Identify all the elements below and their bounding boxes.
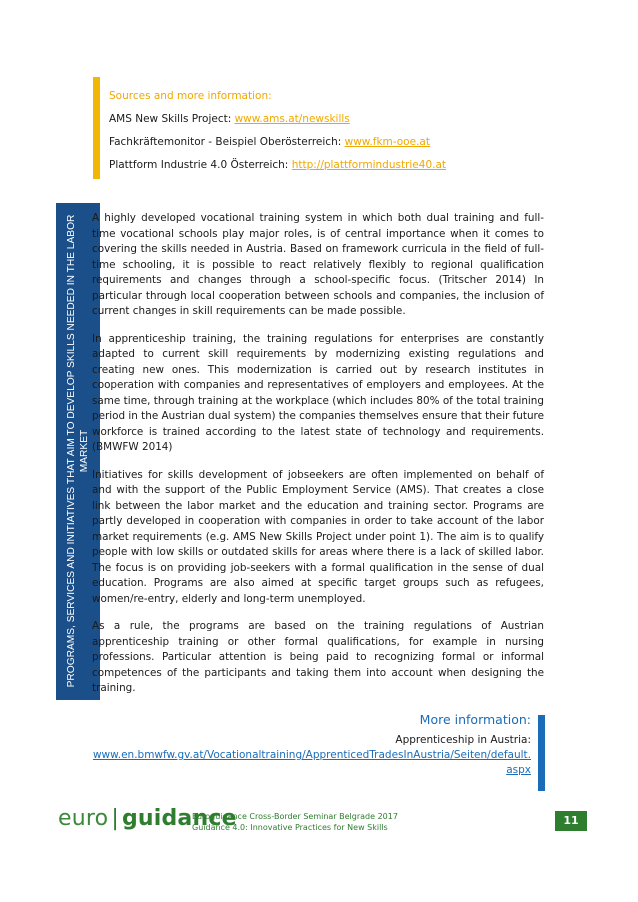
logo-guidance: guidance [121, 806, 237, 831]
section-title: PROGRAMS, SERVICES AND INITIATIVES THAT AIM TO DEVELOP SKILLS NEEDED IN THE LABOR MARKET [66, 214, 90, 688]
more-info-title: More information: [419, 712, 531, 727]
more-info-link[interactable]: www.en.bmwfw.gv.at/Vocationaltraining/ApprenticedTradesInAustria/Seiten/default.aspx [92, 749, 531, 776]
page-number: 11 [555, 811, 587, 831]
paragraph: Initiatives for skills development of jobseekers are often implemented on behalf of and with the support of the Public Employment Service (AMS). That creates a close link between the labor market and the education and training sector. Programs are partly developed in cooperation with companies in order to take account of the labor market requirements (e.g. AMS New Skills Project under point 1). The aim is to qualify people with low skills or outdated skills for areas where there is a lack of skilled labor. The focus is on providing job-seekers with a formal qualification in the sense of dual education. Programs are also aimed at specific target groups such as refugees, women/re-entry, elderly and long-term unemployed. [92, 468, 544, 605]
more-info-box [92, 712, 531, 778]
more-info-label: Apprenticeship in Austria: [395, 734, 531, 746]
paragraph: As a rule, the programs are based on the training regulations of Austrian apprenticeship training or other formal qualifications, for example in nursing professions. Particular attention is being paid to recognizing formal or informal competences of the participants and taking them into account when designing the training. [92, 620, 544, 694]
source-item [109, 159, 446, 171]
footer-line-1: Euroguidance Cross-Border Seminar Belgrade 2017 [192, 812, 398, 821]
paragraph: In apprenticeship training, the training regulations for enterprises are constantly adapted to current skill requirements by modernizing existing regulations and creating new ones. This modernization is carried out by research institutes in cooperation with companies and representatives of employers and employees. At the same time, through training at the workplace (which includes 80% of the total training period in the Austrian dual system) the companies themselves ensure that their future workforce is trained according to the latest state of technology and requirements. (BMWFW 2014) [92, 332, 544, 453]
sources-box [93, 77, 493, 179]
logo-euro: euro [58, 806, 109, 831]
paragraph: A highly developed vocational training system in which both dual training and full-time vocational schools play major roles, is of central importance when it comes to covering the skills needed in Austria. Based on framework curricula in the field of full-time schooling, it is possible to react relatively flexibly to regional qualification requirements and changes through a school-specific focus. (Tritscher 2014) In particular through local cooperation between schools and companies, the inclusion of current changes in skill requirements can be made possible. [92, 212, 544, 317]
source-label: AMS New Skills Project: [109, 113, 235, 125]
source-label: Fachkräftemonitor - Beispiel Oberösterreich: [109, 136, 345, 148]
source-item [109, 136, 430, 148]
footer-text [192, 811, 398, 833]
logo-separator: | [111, 806, 119, 831]
footer-line-2: Guidance 4.0: Innovative Practices for New Skills [192, 823, 388, 832]
more-info-accent-bar [538, 715, 545, 791]
source-label: Plattform Industrie 4.0 Österreich: [109, 159, 292, 171]
sources-accent-bar [93, 77, 100, 179]
sources-heading: Sources and more information: [109, 90, 272, 102]
source-item [109, 113, 350, 125]
source-link[interactable]: www.ams.at/newskills [234, 113, 350, 125]
source-link[interactable]: www.fkm-ooe.at [344, 136, 430, 148]
body-text [92, 211, 544, 709]
source-link[interactable]: http://plattformindustrie40.at [291, 159, 447, 171]
